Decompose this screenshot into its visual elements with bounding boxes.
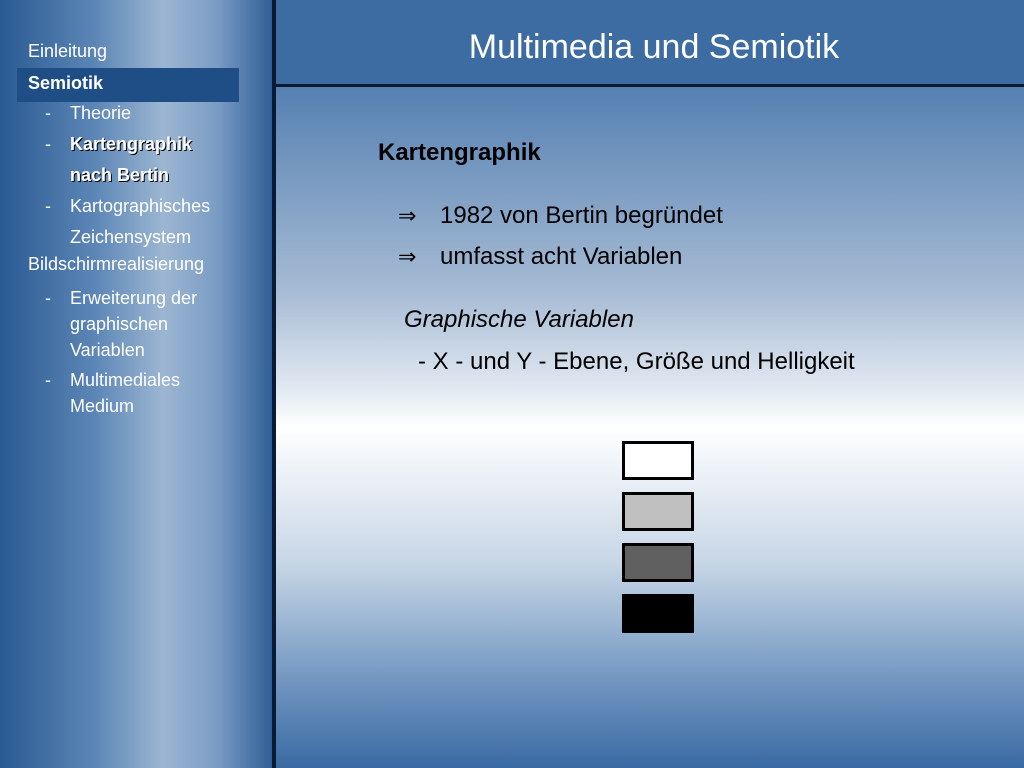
- nav-item-erweiterung[interactable]: Erweiterung der: [70, 288, 198, 308]
- nav-item-einleitung[interactable]: Einleitung: [28, 41, 108, 61]
- nav-item-multimediales-line2[interactable]: Medium: [70, 396, 135, 416]
- swatch-white: [622, 441, 694, 480]
- swatch-light-gray: [622, 492, 694, 531]
- bullet-dash: -: [45, 288, 51, 308]
- swatch-black: [622, 594, 694, 633]
- nav-item-erweiterung-line2[interactable]: graphischen: [70, 314, 169, 334]
- nav-item-kartographisches-line2[interactable]: Zeichensystem: [70, 227, 192, 247]
- bullet-text: 1982 von Bertin begründet: [440, 202, 723, 229]
- bullet-item: [398, 202, 723, 230]
- content-subline: - X - und Y - Ebene, Größe und Helligkeit: [418, 348, 855, 375]
- nav-item-kartengraphik[interactable]: Kartengraphik: [70, 134, 193, 154]
- content-heading: Kartengraphik: [378, 139, 541, 166]
- nav-item-erweiterung-line3[interactable]: Variablen: [70, 340, 145, 360]
- bullet-text: umfasst acht Variablen: [440, 243, 683, 270]
- nav-item-kartographisches[interactable]: Kartographisches: [70, 196, 211, 216]
- bullet-dash: -: [45, 370, 51, 390]
- bullet-dash: -: [45, 103, 51, 123]
- nav-item-semiotik[interactable]: Semiotik: [17, 68, 239, 102]
- bullet-item: [398, 243, 682, 271]
- content-area: [276, 87, 1024, 768]
- swatch-dark-gray: [622, 543, 694, 582]
- nav-item-theorie[interactable]: Theorie: [70, 103, 132, 123]
- bullet-dash: -: [45, 196, 51, 216]
- implies-arrow-icon: ⇒: [398, 204, 417, 229]
- title-bar: [276, 0, 1024, 87]
- content-subheading: Graphische Variablen: [404, 306, 634, 333]
- nav-item-bildschirmrealisierung[interactable]: Bildschirmrealisierung: [28, 254, 205, 274]
- page-title: Multimedia und Semiotik: [468, 28, 840, 66]
- nav-item-kartengraphik-line2[interactable]: nach Bertin: [70, 165, 170, 185]
- bullet-dash: -: [45, 134, 51, 154]
- implies-arrow-icon: ⇒: [398, 245, 417, 270]
- nav-item-multimediales[interactable]: Multimediales: [70, 370, 181, 390]
- sidebar: [0, 0, 276, 768]
